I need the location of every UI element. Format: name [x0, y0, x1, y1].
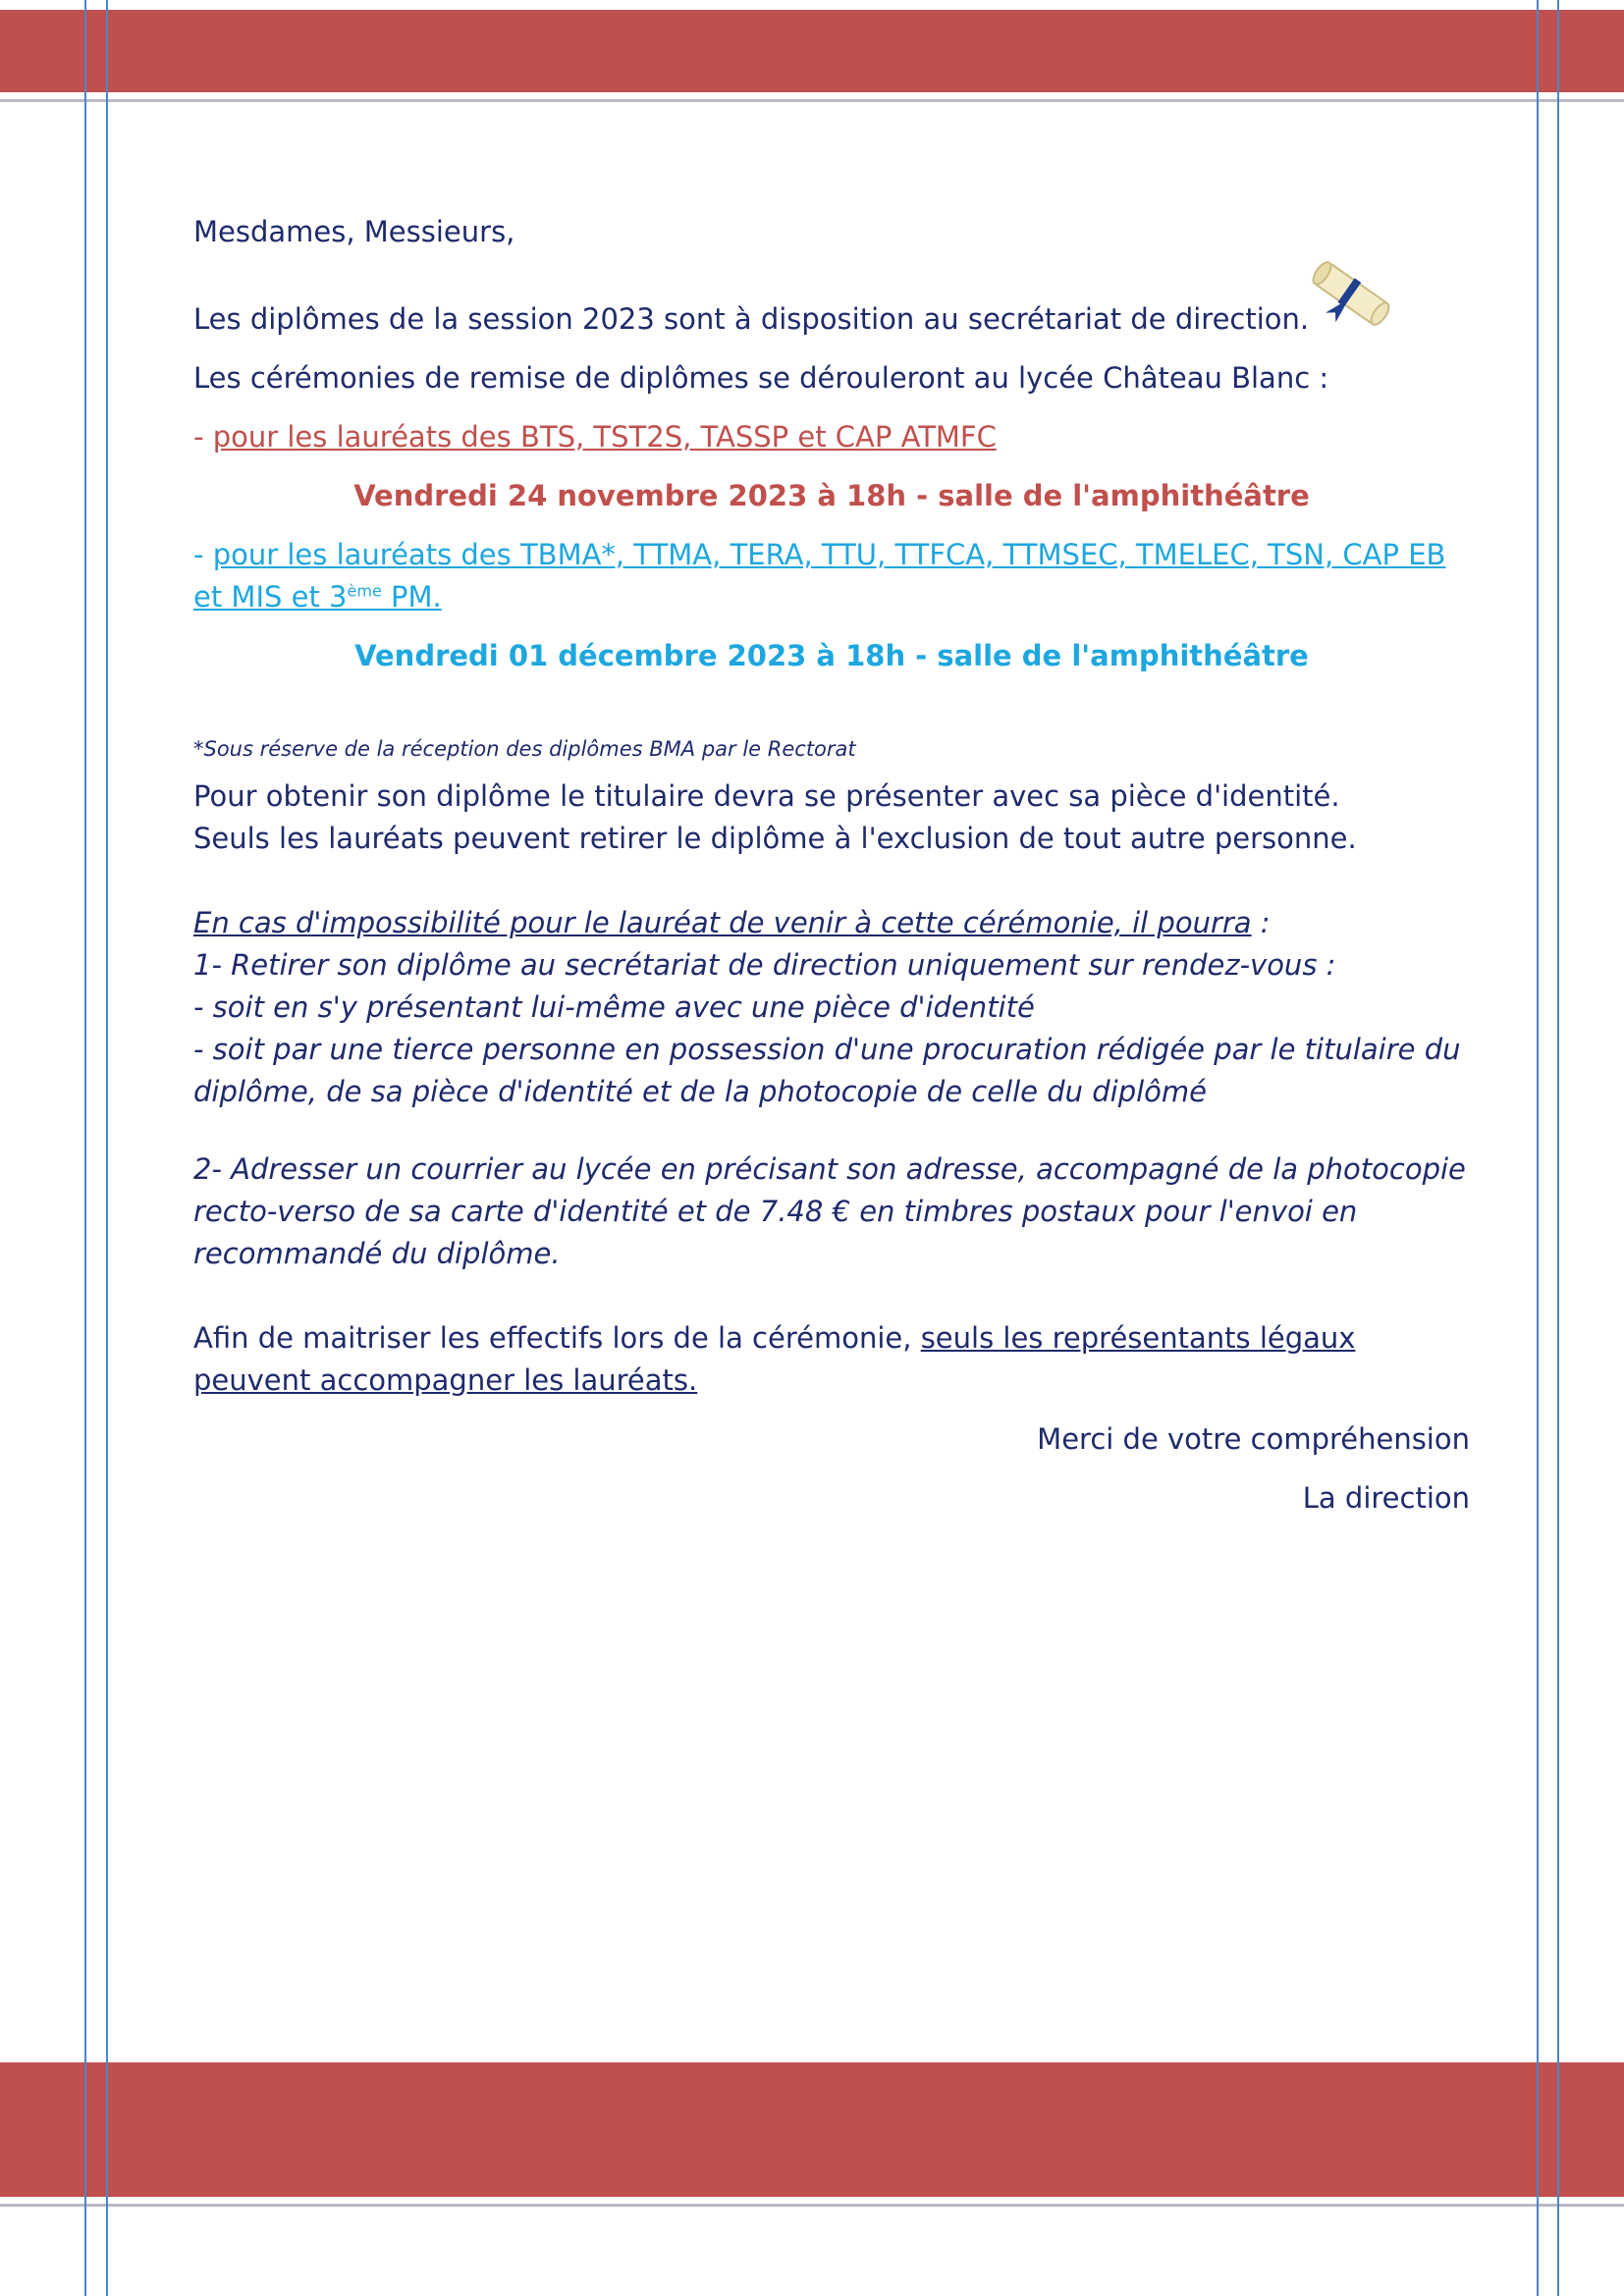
frame-line-right-outer: [1557, 0, 1559, 2296]
option-1-b: - soit par une tierce personne en possession d'une procuration rédigée par le titulaire du diplôme, de sa pièce d'identité et de la photocopie de celle du diplômé: [193, 1033, 1461, 1108]
option-1: 1- Retirer son diplôme au secrétariat de direction uniquement sur rendez-vous :: [193, 948, 1336, 982]
signature: La direction: [1302, 1481, 1470, 1515]
effectifs-text-b: seuls les représentants légaux peuvent accompagner les lauréats.: [193, 1321, 1356, 1397]
date-2: Vendredi 01 décembre 2023 à 18h - salle de l'amphithéâtre: [354, 639, 1309, 672]
group-2-text-a: pour les lauréats des TBMA*, TTMA, TERA, TTU, TTFCA, TTMSEC, TMELEC, TSN, CAP EB et MIS et 3: [193, 538, 1446, 614]
group-1-dash: -: [193, 420, 213, 454]
impossible-heading-colon: :: [1251, 906, 1271, 939]
group-2-dash: -: [193, 538, 213, 571]
group-1-label: pour les lauréats des BTS, TST2S, TASSP et CAP ATMFC: [212, 420, 997, 454]
option-2: 2- Adresser un courrier au lycée en précisant son adresse, accompagné de la photocopie recto-verso de sa carte d'identité et de 7.48 € en timbres postaux pour l'envoi en recommandé du diplôme.: [193, 1152, 1466, 1270]
group-2: [193, 534, 1470, 618]
group-1: [193, 416, 1470, 458]
group-2-sup: ème: [347, 581, 382, 601]
frame-line-left-inner: [106, 0, 108, 2296]
greeting: Mesdames, Messieurs,: [193, 215, 515, 248]
letter-body: [193, 211, 1470, 1520]
closing: Merci de votre compréhension: [1037, 1422, 1470, 1456]
footnote: *Sous réserve de la réception des diplômes BMA par le Rectorat: [193, 737, 856, 761]
paragraph-effectifs: [193, 1317, 1470, 1402]
footer-rule: [0, 2204, 1624, 2207]
paragraph-ceremonies: Les cérémonies de remise de diplômes se dérouleront au lycée Château Blanc :: [193, 361, 1329, 395]
frame-line-right-inner: [1537, 0, 1539, 2296]
date-1: Vendredi 24 novembre 2023 à 18h - salle de l'amphithéâtre: [353, 479, 1310, 512]
impossible-heading-text: En cas d'impossibilité pour le lauréat de venir à cette cérémonie, il pourra: [193, 906, 1252, 939]
header-rule: [0, 99, 1624, 102]
footer-band: [0, 2062, 1624, 2197]
group-2-label: [193, 538, 1445, 614]
paragraph-identite-1: Pour obtenir son diplôme le titulaire devra se présenter avec sa pièce d'identité.: [193, 779, 1340, 813]
paragraph-identite-2: Seuls les lauréats peuvent retirer le diplôme à l'exclusion de tout autre personne.: [193, 822, 1357, 855]
paragraph-disposition: Les diplômes de la session 2023 sont à disposition au secrétariat de direction.: [193, 302, 1310, 336]
impossible-heading: [193, 902, 1470, 944]
group-2-text-b: PM.: [381, 580, 442, 614]
option-1-a: - soit en s'y présentant lui-même avec une pièce d'identité: [193, 990, 1035, 1024]
effectifs-text-a: Afin de maitriser les effectifs lors de la cérémonie,: [193, 1321, 921, 1355]
header-band: [0, 10, 1624, 92]
frame-line-left-outer: [84, 0, 86, 2296]
